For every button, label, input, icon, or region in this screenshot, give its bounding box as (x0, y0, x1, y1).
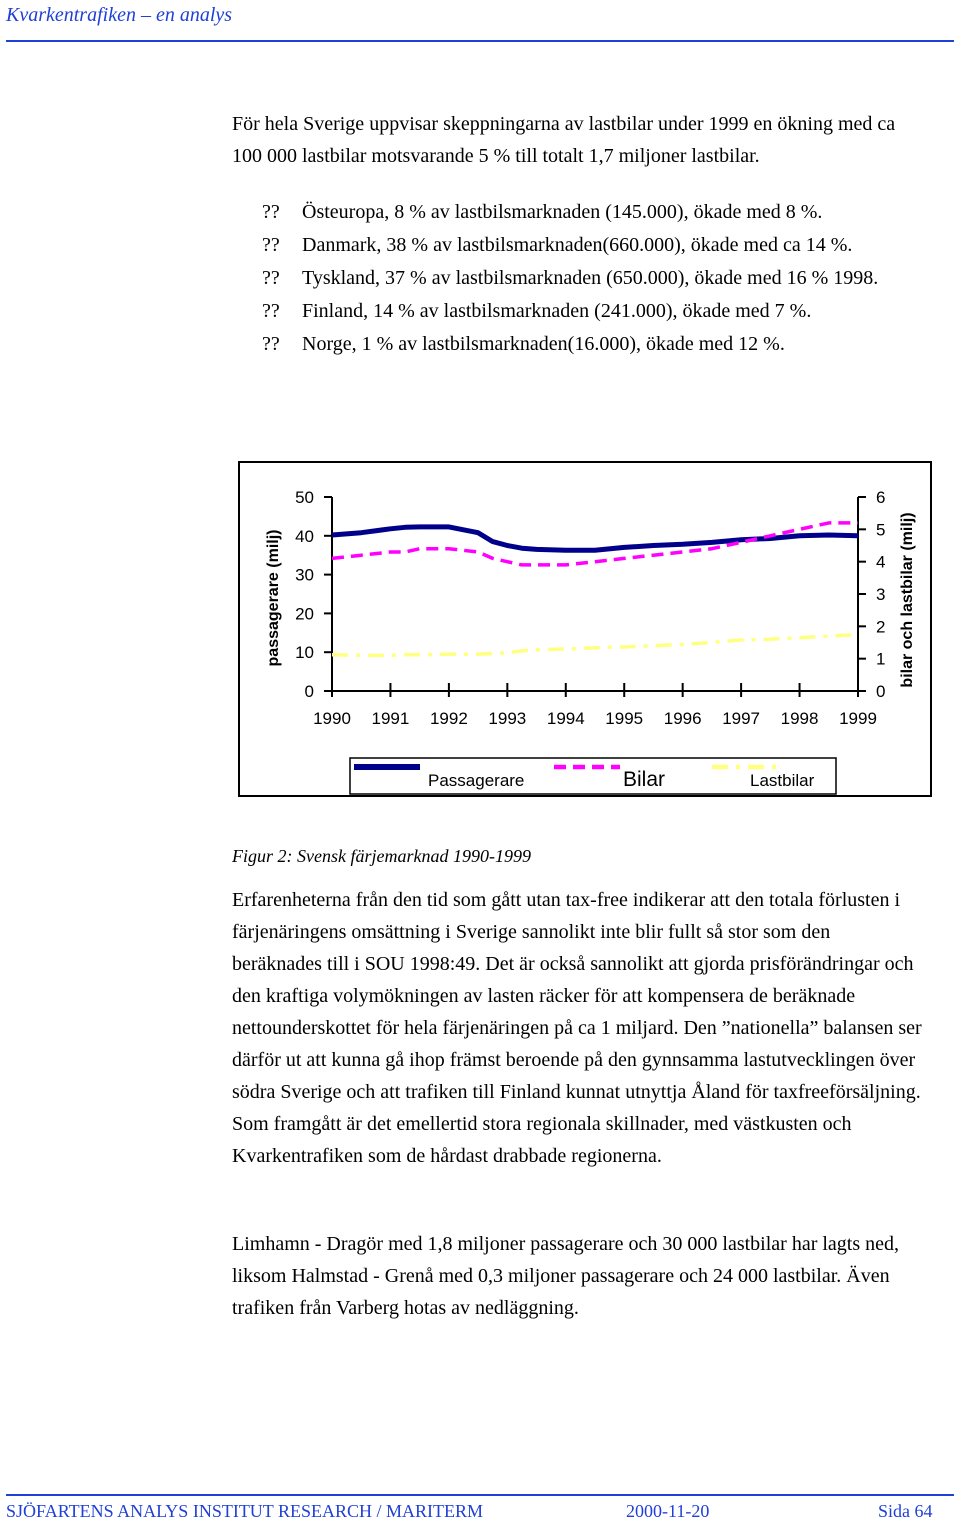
x-tick-label: 1991 (371, 709, 410, 728)
bullet-item (262, 328, 922, 361)
bullet-list (262, 196, 922, 361)
header-rule (6, 40, 954, 42)
bullet-mark: ?? (262, 333, 280, 355)
y-tick-label: 20 (295, 604, 314, 624)
x-tick-label: 1998 (780, 709, 819, 728)
series-line-passagerare (332, 527, 858, 550)
bullet-text: Tyskland, 37 % av lastbilsmarknaden (650.000), ökade med 16 % 1998. (302, 267, 879, 289)
figure-caption: Figur 2: Svensk färjemarknad 1990-1999 (232, 846, 531, 866)
x-tick-label: 1996 (663, 709, 702, 728)
bullet-text: Danmark, 38 % av lastbilsmarknaden(660.000), ökade med ca 14 %. (302, 234, 853, 256)
bullet-item (262, 262, 922, 295)
y-axis-title: passagerare (milj) (265, 529, 282, 667)
x-tick-label: 1999 (839, 709, 877, 728)
y-tick-label: 10 (295, 643, 314, 663)
y-tick-label: 50 (295, 488, 314, 507)
y2-tick-label: 3 (876, 585, 886, 604)
bullet-mark: ?? (262, 234, 280, 256)
y2-tick-label: 5 (876, 520, 886, 540)
x-tick-label: 1990 (313, 709, 351, 728)
series-line-lastbilar (332, 635, 858, 656)
y-tick-label: 40 (295, 526, 314, 546)
bullet-text: Östeuropa, 8 % av lastbilsmarknaden (145.000), ökade med 8 %. (302, 201, 823, 223)
y2-tick-label: 1 (876, 649, 886, 669)
body-paragraph-1: Erfarenheterna från den tid som gått utan tax-free indikerar att den totala förlusten i färjenäringens omsättning i Sverige sannolikt inte blir fullt så stor som den beräknades till i SOU 1998:49. Det är också sannolikt att gjorda prisförändringar och den kraftiga volymökningen av lasten räcker för att kompensera de beräknade nettounderskottet för hela färjenäringen på ca 1 miljard. Den ”nationella” balansen ser därför ut att kunna gå ihop främst beroende på den gynnsamma lastutvecklingen över södra Sverige och att trafiken till Finland kunnat utnyttja Åland för taxfreeförsäljning. Som framgått är det emellertid stora regionala skillnader, med västkusten och Kvarkentrafiken som de hårdast drabbade regionerna. (232, 889, 922, 1167)
y-tick-label: 0 (304, 682, 314, 701)
bullet-text: Norge, 1 % av lastbilsmarknaden(16.000), ökade med 12 %. (302, 333, 785, 355)
footer-date: 2000-11-20 (626, 1501, 710, 1521)
intro-paragraph: För hela Sverige uppvisar skeppningarna av lastbilar under 1999 en ökning med ca 100 000 lastbilar motsvarande 5 % till totalt 1,7 miljoner lastbilar. (232, 113, 896, 167)
x-tick-label: 1993 (488, 709, 527, 728)
y2-tick-label: 0 (876, 682, 886, 701)
x-tick-label: 1997 (722, 709, 761, 728)
y-tick-label: 30 (295, 565, 314, 585)
y2-tick-label: 6 (876, 488, 886, 507)
body-paragraph-2: Limhamn - Dragör med 1,8 miljoner passagerare och 30 000 lastbilar har lagts ned, liksom Halmstad - Grenå med 0,3 miljoner passagerare och 24 000 lastbilar. Även trafiken från Varberg hotas av nedläggning. (232, 1233, 900, 1319)
footer-rule (6, 1494, 954, 1496)
bullet-mark: ?? (262, 300, 280, 322)
x-tick-label: 1995 (605, 709, 644, 728)
bullet-mark: ?? (262, 267, 280, 289)
bullet-item (262, 229, 922, 262)
header-title: Kvarkentrafiken – en analys (6, 4, 233, 26)
bullet-text: Finland, 14 % av lastbilsmarknaden (241.000), ökade med 7 %. (302, 300, 812, 322)
bullet-item (262, 196, 922, 229)
chart-frame (238, 461, 932, 797)
x-tick-label: 1992 (429, 709, 468, 728)
legend-label-lastbilar: Lastbilar (750, 771, 815, 790)
y2-tick-label: 4 (876, 552, 886, 572)
legend-label-passagerare: Passagerare (428, 771, 525, 790)
x-tick-label: 1994 (546, 709, 585, 728)
bullet-mark: ?? (262, 201, 280, 223)
y2-axis-title: bilar och lastbilar (milj) (899, 512, 916, 688)
y2-tick-label: 2 (876, 617, 886, 637)
bullet-item (262, 295, 922, 328)
footer-org: SJÖFARTENS ANALYS INSTITUT RESEARCH / MARITERM (6, 1501, 483, 1521)
ferry-market-chart (240, 463, 930, 795)
legend-label-bilar: Bilar (623, 768, 666, 791)
footer-page: Sida 64 (878, 1501, 933, 1521)
